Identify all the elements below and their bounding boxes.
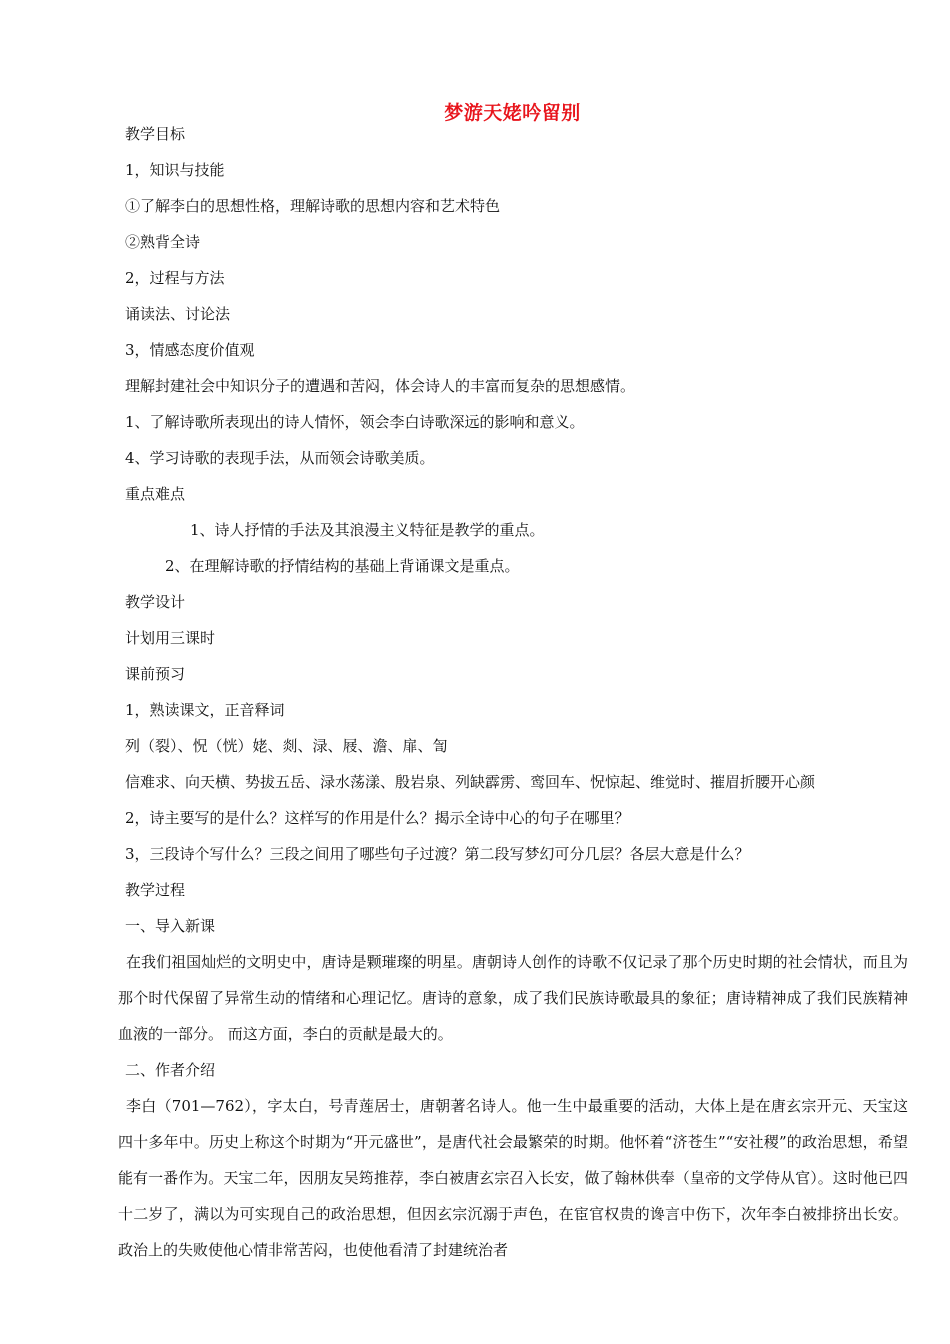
author-paragraph: 李白（701—762），字太白，号青莲居士，唐朝著名诗人。他一生中最重要的活动，大体上是在唐玄宗开元、天宝这四十多年中。历史上称这个时期为“开元盛世”，是唐代社会最繁荣的时期。他怀着“济苍生”“安社稷”的政治思想，希望能有一番作为。天宝二年，因朋友吴筠推荐，李白被唐玄宗召入长安，做了翰林供奉（皇帝的文学侍从官）。这时他已四十二岁了，满以为可实现自己的政治思想，但因玄宗沉溺于声色，在宦官权贵的谗言中伤下，次年李白被排挤出长安。政治上的失败使他心情非常苦闷，也使他看清了封建统治者 — [118, 1097, 908, 1259]
preview-characters: 列（裂）、怳（恍）姥、剡、渌、屐、澹、扉、訇 — [125, 737, 448, 755]
plan-three-lessons: 计划用三课时 — [125, 629, 216, 647]
preview-item-3: 3，三段诗个写什么？三段之间用了哪些句子过渡？第二段写梦幻可分几层？各层大意是什么？ — [125, 845, 750, 863]
key-point-1: 1、诗人抒情的手法及其浪漫主义特征是教学的重点。 — [190, 521, 545, 539]
heading-teaching-process: 教学过程 — [125, 881, 186, 899]
preview-item-2: 2，诗主要写的是什么？这样写的作用是什么？揭示全诗中心的句子在哪里？ — [125, 809, 630, 827]
section-introduction: 一、导入新课 — [125, 917, 216, 935]
goal-understand-society: 理解封建社会中知识分子的遭遇和苦闷，体会诗人的丰富而复杂的思想感情。 — [125, 377, 636, 395]
item-emotion-values: 3，情感态度价值观 — [125, 341, 255, 359]
method-reading-discussion: 诵读法、讨论法 — [125, 305, 231, 323]
heading-teaching-design: 教学设计 — [125, 593, 186, 611]
heading-key-points: 重点难点 — [125, 485, 186, 503]
goal-memorize-poem: ②熟背全诗 — [125, 233, 201, 251]
item-knowledge-skills: 1，知识与技能 — [125, 161, 225, 179]
preview-item-1: 1，熟读课文，正音释词 — [125, 701, 285, 719]
document-title: 梦游天姥吟留别 — [444, 102, 581, 124]
goal-poet-feelings: 1、了解诗歌所表现出的诗人情怀，领会李白诗歌深远的影响和意义。 — [125, 413, 585, 431]
item-process-method: 2，过程与方法 — [125, 269, 225, 287]
goal-understand-libai: ①了解李白的思想性格，理解诗歌的思想内容和艺术特色 — [125, 197, 501, 215]
preview-phrases: 信难求、向天横、势拔五岳、渌水荡漾、殷岩泉、列缺霹雳、鸾回车、怳惊起、维觉时、摧眉折腰开心颜 — [125, 773, 816, 791]
heading-teaching-goals: 教学目标 — [125, 125, 186, 143]
heading-preview: 课前预习 — [125, 665, 186, 683]
key-point-2: 2、在理解诗歌的抒情结构的基础上背诵课文是重点。 — [165, 557, 520, 575]
goal-expression-techniques: 4、学习诗歌的表现手法，从而领会诗歌美质。 — [125, 449, 435, 467]
section-author-introduction: 二、作者介绍 — [125, 1061, 216, 1079]
intro-paragraph: 在我们祖国灿烂的文明史中，唐诗是颗璀璨的明星。唐朝诗人创作的诗歌不仅记录了那个历史时期的社会情状，而且为那个时代保留了异常生动的情绪和心理记忆。唐诗的意象，成了我们民族诗歌最具的象征；唐诗精神成了我们民族精神血液的一部分。 而这方面，李白的贡献是最大的。 — [118, 953, 908, 1043]
